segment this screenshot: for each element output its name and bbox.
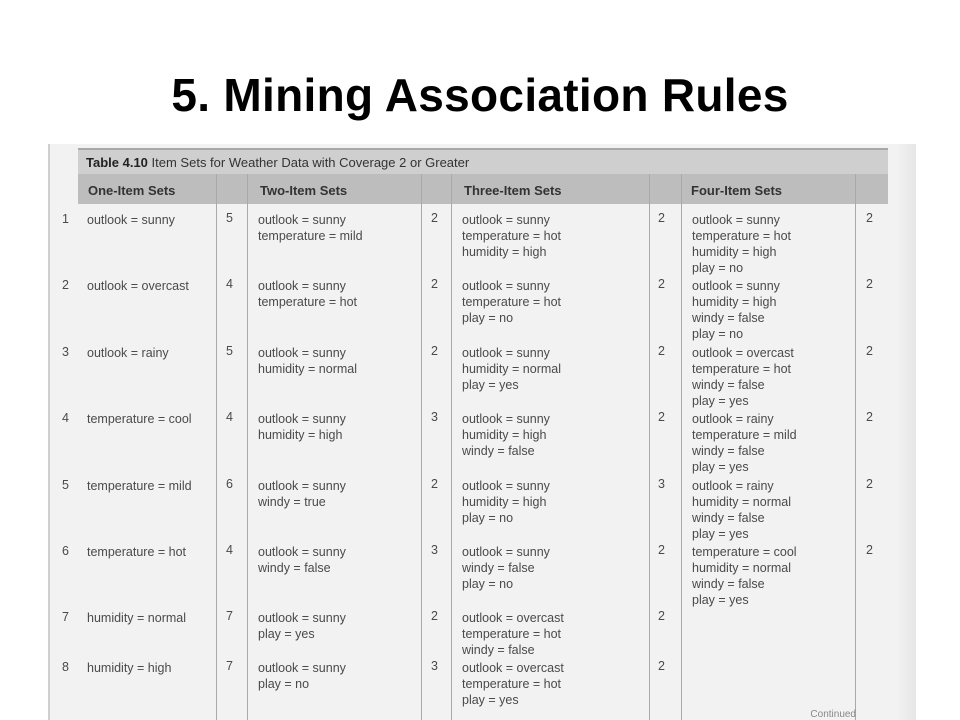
item-set-one (87, 278, 189, 294)
coverage-count: 3 (658, 477, 665, 491)
table-caption-label: Table 4.10 (86, 155, 148, 170)
item-condition: play = no (462, 577, 514, 591)
row-number: 5 (62, 478, 69, 492)
item-set-one (87, 212, 175, 228)
header-one-item-sets: One-Item Sets (88, 183, 176, 198)
table-caption-text: Item Sets for Weather Data with Coverage 2 or Greater (151, 155, 470, 170)
coverage-count: 2 (431, 609, 438, 623)
coverage-count: 6 (226, 477, 233, 491)
item-set-one (87, 660, 171, 676)
item-set-three (462, 411, 550, 459)
item-set-three (462, 544, 550, 592)
item-condition: outlook = sunny (462, 545, 550, 559)
item-set-two (258, 478, 346, 510)
coverage-count: 2 (431, 477, 438, 491)
item-set-four (692, 544, 797, 608)
table-header (78, 174, 888, 204)
item-condition: outlook = sunny (87, 213, 175, 227)
item-condition: windy = true (258, 495, 326, 509)
item-set-two (258, 610, 346, 642)
row-number: 7 (62, 610, 69, 624)
coverage-count: 2 (866, 344, 873, 358)
item-condition: windy = false (462, 643, 535, 657)
item-condition: outlook = sunny (462, 279, 550, 293)
coverage-count: 3 (431, 410, 438, 424)
item-condition: outlook = overcast (462, 611, 564, 625)
item-condition: temperature = hot (462, 229, 562, 243)
item-condition: play = yes (692, 394, 749, 408)
item-condition: outlook = sunny (258, 611, 346, 625)
item-set-three (462, 478, 550, 526)
coverage-count: 2 (866, 543, 873, 557)
item-condition: outlook = rainy (692, 412, 774, 426)
item-condition: temperature = hot (692, 362, 792, 376)
item-condition: windy = false (692, 311, 765, 325)
item-condition: play = yes (258, 627, 315, 641)
coverage-count: 2 (658, 410, 665, 424)
item-condition: humidity = high (462, 245, 547, 259)
item-condition: windy = false (462, 444, 535, 458)
item-condition: outlook = sunny (258, 346, 346, 360)
coverage-count: 2 (658, 543, 665, 557)
coverage-count: 2 (658, 659, 665, 673)
item-condition: temperature = hot (692, 229, 792, 243)
item-condition: temperature = mild (87, 479, 192, 493)
item-condition: play = yes (462, 693, 519, 707)
item-set-one (87, 345, 169, 361)
item-condition: play = no (258, 677, 310, 691)
item-condition: humidity = normal (692, 495, 791, 509)
item-set-four (692, 345, 794, 409)
item-condition: windy = false (692, 577, 765, 591)
coverage-count: 5 (226, 344, 233, 358)
coverage-count: 2 (866, 277, 873, 291)
column-divider (216, 174, 217, 720)
item-condition: outlook = overcast (692, 346, 794, 360)
item-condition: play = yes (692, 460, 749, 474)
item-set-two (258, 411, 346, 443)
item-condition: temperature = hot (462, 295, 562, 309)
column-divider (247, 174, 248, 720)
header-two-item-sets: Two-Item Sets (260, 183, 348, 198)
item-condition: outlook = rainy (87, 346, 169, 360)
coverage-count: 2 (866, 477, 873, 491)
header-three-item-sets: Three-Item Sets (464, 183, 562, 198)
column-divider (855, 174, 856, 720)
item-condition: windy = false (258, 561, 331, 575)
item-condition: humidity = high (692, 245, 777, 259)
item-condition: outlook = sunny (462, 346, 550, 360)
coverage-count: 7 (226, 609, 233, 623)
table-caption (86, 155, 469, 170)
item-condition: play = no (692, 327, 744, 341)
column-divider (681, 174, 682, 720)
item-set-two (258, 212, 363, 244)
item-set-four (692, 411, 797, 475)
coverage-count: 7 (226, 659, 233, 673)
item-condition: outlook = sunny (258, 661, 346, 675)
item-condition: humidity = normal (87, 611, 186, 625)
item-condition: outlook = sunny (692, 279, 780, 293)
row-number: 4 (62, 411, 69, 425)
item-condition: humidity = high (87, 661, 172, 675)
item-condition: humidity = high (462, 495, 547, 509)
coverage-count: 2 (658, 344, 665, 358)
coverage-count: 2 (431, 277, 438, 291)
item-condition: outlook = rainy (692, 479, 774, 493)
item-condition: outlook = sunny (258, 279, 346, 293)
row-number: 6 (62, 544, 69, 558)
item-set-two (258, 660, 346, 692)
coverage-count: 3 (431, 659, 438, 673)
column-divider (451, 174, 452, 720)
coverage-count: 2 (658, 211, 665, 225)
item-condition: play = no (462, 311, 514, 325)
item-set-four (692, 278, 780, 342)
item-condition: outlook = overcast (87, 279, 189, 293)
coverage-count: 2 (431, 344, 438, 358)
item-condition: temperature = cool (692, 545, 797, 559)
item-condition: temperature = hot (462, 677, 562, 691)
item-condition: windy = false (462, 561, 535, 575)
item-condition: play = yes (462, 378, 519, 392)
row-number: 1 (62, 212, 69, 226)
item-condition: windy = false (692, 378, 765, 392)
item-condition: play = yes (692, 527, 749, 541)
row-number: 2 (62, 278, 69, 292)
coverage-count: 4 (226, 543, 233, 557)
row-number: 3 (62, 345, 69, 359)
item-set-one (87, 411, 192, 427)
item-set-three (462, 345, 561, 393)
coverage-count: 5 (226, 211, 233, 225)
item-condition: windy = false (692, 444, 765, 458)
item-condition: temperature = cool (87, 412, 192, 426)
item-condition: outlook = sunny (462, 213, 550, 227)
item-set-three (462, 610, 564, 658)
item-condition: play = no (462, 511, 514, 525)
column-divider (421, 174, 422, 720)
item-set-three (462, 660, 564, 708)
item-set-one (87, 544, 186, 560)
item-condition: temperature = mild (258, 229, 363, 243)
column-divider (649, 174, 650, 720)
item-condition: humidity = high (692, 295, 777, 309)
coverage-count: 4 (226, 277, 233, 291)
item-condition: temperature = hot (258, 295, 358, 309)
item-condition: outlook = sunny (462, 479, 550, 493)
item-condition: temperature = mild (692, 428, 797, 442)
item-condition: outlook = sunny (462, 412, 550, 426)
table-caption-bar (78, 148, 888, 174)
item-condition: windy = false (692, 511, 765, 525)
item-condition: humidity = normal (462, 362, 561, 376)
item-set-two (258, 278, 357, 310)
header-four-item-sets: Four-Item Sets (691, 183, 783, 198)
row-number: 8 (62, 660, 69, 674)
scanned-table (48, 144, 916, 720)
coverage-count: 2 (866, 211, 873, 225)
item-condition: outlook = sunny (258, 213, 346, 227)
coverage-count: 2 (866, 410, 873, 424)
coverage-count: 2 (658, 609, 665, 623)
item-condition: outlook = overcast (462, 661, 564, 675)
item-set-one (87, 478, 192, 494)
item-condition: outlook = sunny (258, 545, 346, 559)
coverage-count: 4 (226, 410, 233, 424)
item-condition: temperature = hot (462, 627, 562, 641)
coverage-count: 2 (431, 211, 438, 225)
item-condition: humidity = normal (258, 362, 357, 376)
item-condition: humidity = normal (692, 561, 791, 575)
item-set-four (692, 212, 791, 276)
slide-title: 5. Mining Association Rules (171, 69, 789, 121)
coverage-count: 3 (431, 543, 438, 557)
coverage-count: 2 (658, 277, 665, 291)
item-condition: outlook = sunny (258, 412, 346, 426)
item-condition: play = no (692, 261, 744, 275)
item-set-three (462, 278, 561, 326)
item-condition: outlook = sunny (258, 479, 346, 493)
item-set-two (258, 544, 346, 576)
item-set-four (692, 478, 791, 542)
item-condition: outlook = sunny (692, 213, 780, 227)
item-condition: humidity = high (258, 428, 343, 442)
item-condition: play = yes (692, 593, 749, 607)
item-set-one (87, 610, 186, 626)
item-condition: temperature = hot (87, 545, 187, 559)
continued-note: Continued (810, 709, 856, 720)
item-set-two (258, 345, 357, 377)
item-condition: humidity = high (462, 428, 547, 442)
item-set-three (462, 212, 561, 260)
